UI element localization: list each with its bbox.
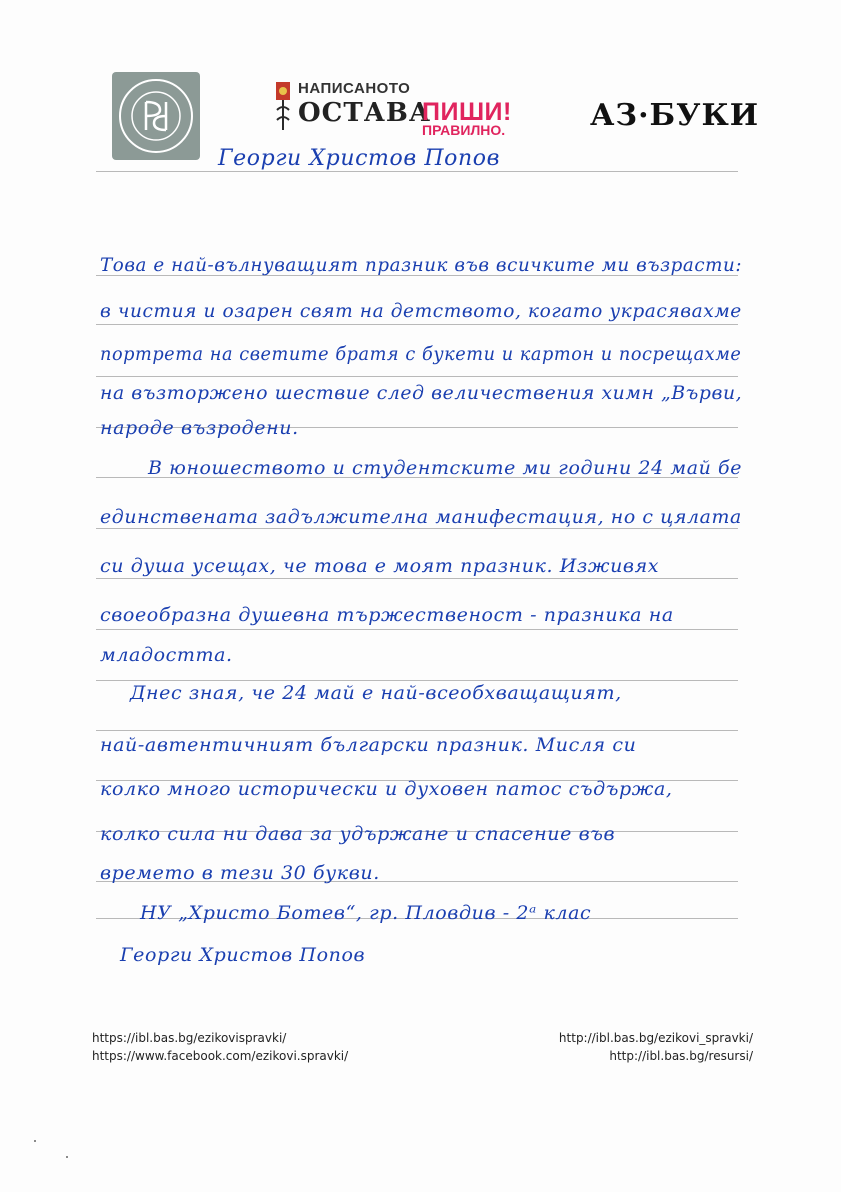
ruled-line — [96, 578, 738, 579]
handwritten-line: младостта. — [100, 644, 233, 666]
handwritten-line: времето в тези 30 букви. — [100, 862, 380, 884]
footer-link-ezikovispravki[interactable]: https://ibl.bas.bg/ezikovispravki/ — [92, 1031, 287, 1045]
handwritten-line: в чистия и озарен свят на детството, когато украсявахме — [100, 300, 742, 322]
author-name-heading: Георги Христов Попов — [218, 146, 500, 171]
ruled-line — [96, 528, 738, 529]
ruled-line — [96, 376, 738, 377]
handwritten-line: единствената задължителна манифестация, но с цялата — [100, 506, 742, 528]
ostava-text: ОСТАВА — [298, 98, 432, 128]
handwritten-line: на възторжено шествие след величествения химн „Върви, — [100, 382, 743, 404]
scan-speck — [34, 1140, 36, 1142]
pishi-pravilno-logo — [422, 98, 537, 140]
ruled-line — [96, 324, 738, 325]
handwritten-line: портрета на светите братя с букети и картон и посрещахме — [100, 343, 742, 365]
signature-school: НУ „Христо Ботев“, гр. Пловдив - 2ᵃ клас — [140, 902, 592, 924]
handwritten-line: колко сила ни дава за удържане и спасение във — [100, 823, 616, 845]
ruled-line — [96, 680, 738, 681]
az-buki-logo: АЗ·БУКИ — [590, 98, 760, 133]
pravilno-text: ПРАВИЛНО. — [422, 122, 506, 138]
handwritten-line: си душа усещах, че това е моят празник. Изживях — [100, 555, 660, 577]
handwritten-line: своеобразна душевна тържественост - празника на — [100, 604, 674, 626]
napisanoto-text: НАПИСАНОТО — [298, 80, 411, 97]
pishi-text: ПИШИ! — [422, 98, 512, 126]
handwritten-line: народе възродени. — [100, 417, 299, 439]
handwritten-line: Днес зная, че 24 май е най-всеобхващащият, — [130, 682, 622, 704]
ornament-icon — [272, 80, 296, 136]
ruled-line — [96, 730, 738, 731]
handwritten-line: колко много исторически и духовен патос съдържа, — [100, 778, 673, 800]
footer-link-ezikovi-spravki[interactable]: http://ibl.bas.bg/ezikovi_spravki/ — [558, 1031, 753, 1045]
signature-name: Георги Христов Попов — [120, 944, 366, 966]
napisanoto-ostava-logo — [272, 78, 432, 138]
handwritten-line: Това е най-вълнуващият празник във всичките ми възрасти: — [100, 254, 743, 276]
handwritten-line: най-автентичният български празник. Мисля си — [100, 734, 637, 756]
footer-link-resursi[interactable]: http://ibl.bas.bg/resursi/ — [609, 1049, 753, 1063]
ruled-line — [96, 171, 738, 172]
ibl-institute-logo — [112, 72, 200, 160]
footer-link-facebook[interactable]: https://www.facebook.com/ezikovi.spravki/ — [92, 1049, 349, 1063]
ibl-seal-icon — [112, 72, 200, 160]
handwritten-line: В юношеството и студентските ми години 24 май бе — [148, 457, 743, 479]
ruled-line — [96, 629, 738, 630]
scan-speck — [66, 1156, 68, 1158]
